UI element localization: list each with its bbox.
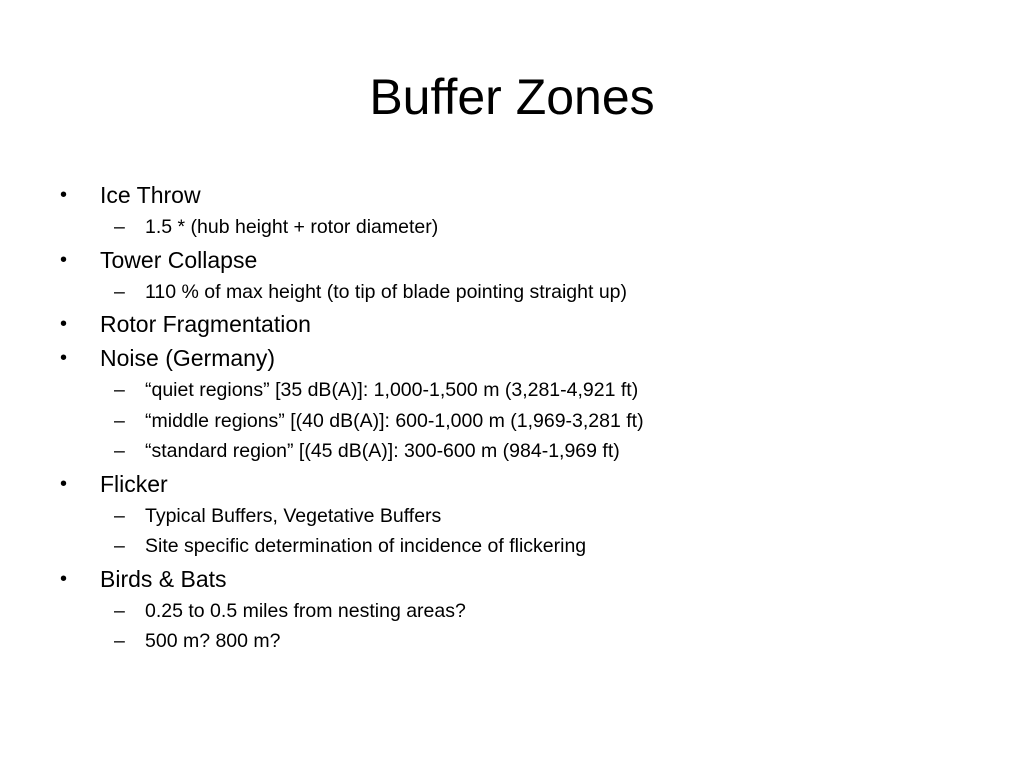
sub-item: [60, 375, 960, 406]
sub-item-text: “quiet regions” [35 dB(A)]: 1,000-1,500 m (3,281-4,921 ft): [145, 379, 639, 401]
slide-title: Buffer Zones: [369, 69, 655, 125]
list-item-noise: [60, 341, 960, 375]
sub-item-text: 110 % of max height (to tip of blade pointing straight up): [145, 280, 628, 303]
list-item-flicker: [60, 467, 960, 501]
bullet-icon: •: [60, 472, 68, 495]
list-item-rotor-fragmentation: [60, 307, 960, 341]
dash-icon: –: [114, 440, 125, 462]
sub-item: [60, 406, 960, 437]
dash-icon: –: [114, 535, 125, 557]
list-item-label: Ice Throw: [100, 182, 201, 208]
dash-icon: –: [114, 504, 125, 527]
dash-icon: –: [114, 599, 125, 622]
list-item-label: Birds & Bats: [100, 565, 227, 592]
dash-icon: –: [114, 409, 125, 432]
dash-icon: –: [114, 280, 125, 303]
list-item-birds-bats: [60, 562, 960, 596]
list-item-label: Noise (Germany): [100, 345, 276, 371]
sub-item: [60, 531, 960, 562]
sub-item: [60, 596, 960, 627]
bullet-icon: •: [60, 313, 68, 335]
sub-item: [60, 277, 960, 308]
sub-item-text: Typical Buffers, Vegetative Buffers: [145, 504, 442, 527]
dash-icon: –: [114, 630, 125, 652]
sub-item-text: 1.5 * (hub height + rotor diameter): [145, 216, 439, 238]
sub-item-text: “middle regions” [(40 dB(A)]: 600-1,000 m (1,969-3,281 ft): [145, 409, 644, 432]
list-item-label: Rotor Fragmentation: [100, 311, 311, 337]
sub-item-text: 500 m? 800 m?: [145, 630, 281, 652]
sub-item: [60, 626, 960, 657]
bullet-list: [60, 178, 960, 657]
dash-icon: –: [114, 379, 125, 401]
sub-item: [60, 212, 960, 243]
list-item-label: Flicker: [100, 470, 168, 497]
sub-item-text: 0.25 to 0.5 miles from nesting areas?: [145, 599, 466, 622]
bullet-icon: •: [60, 567, 68, 590]
bullet-icon: •: [60, 184, 68, 206]
sub-item: [60, 501, 960, 532]
list-item-ice-throw: [60, 178, 960, 212]
dash-icon: –: [114, 216, 125, 238]
sub-item-text: “standard region” [(45 dB(A)]: 300-600 m (984-1,969 ft): [145, 440, 620, 462]
list-item-label: Tower Collapse: [100, 246, 258, 273]
sub-item-text: Site specific determination of incidence of flickering: [145, 535, 587, 557]
bullet-icon: •: [60, 347, 68, 369]
bullet-icon: •: [60, 248, 68, 271]
list-item-tower-collapse: [60, 243, 960, 277]
sub-item: [60, 436, 960, 467]
